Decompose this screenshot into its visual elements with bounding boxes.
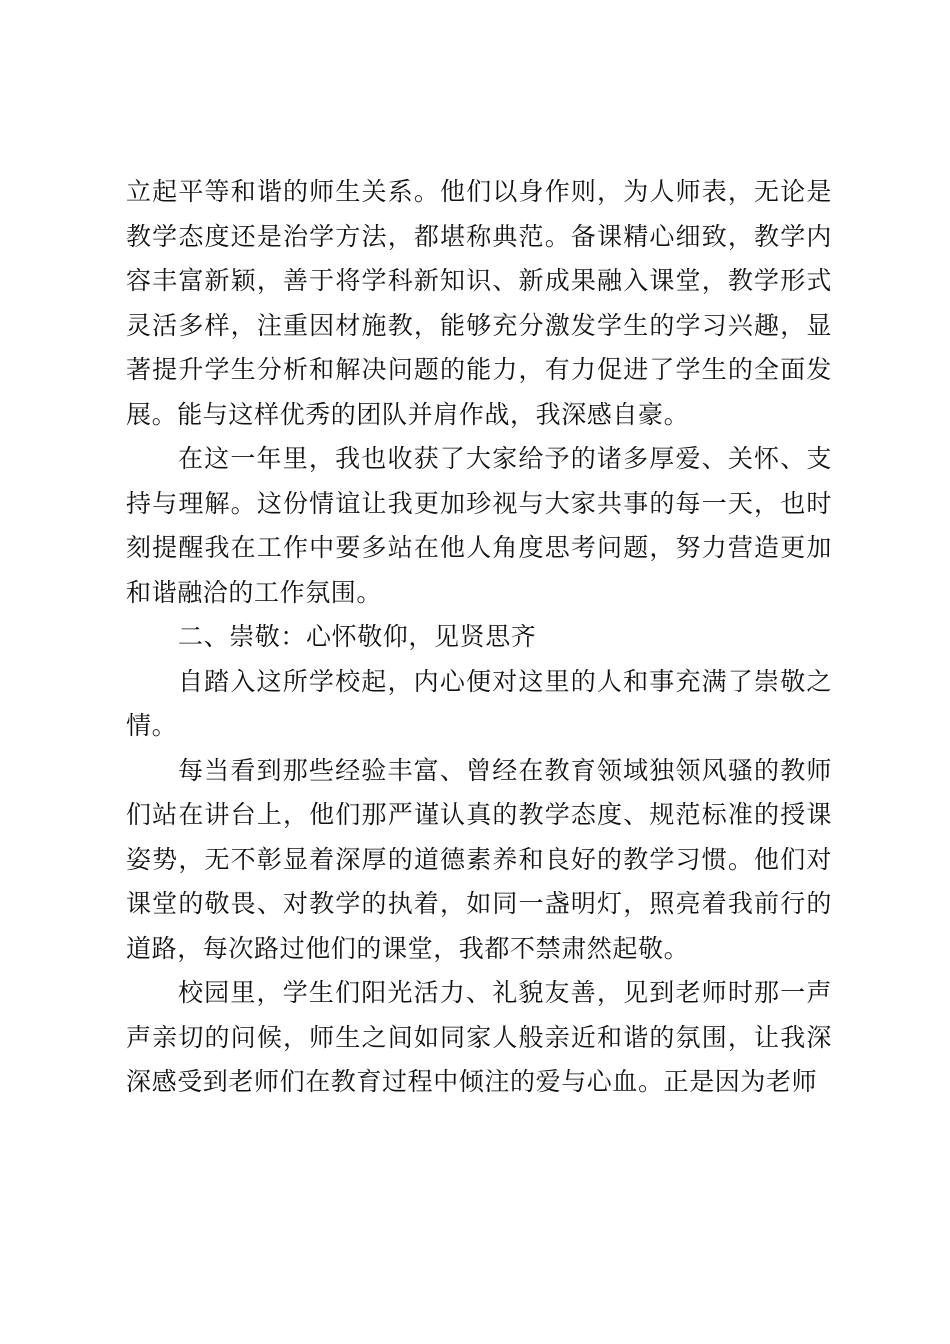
paragraph-gratitude: 在这一年里，我也收获了大家给予的诸多厚爱、关怀、支持与理解。这份情谊让我更加珍视与大家共事的每一天，也时刻提醒我在工作中要多站在他人角度思考问题，努力营造更加和谐融洽的工作氛围。 (126, 444, 832, 607)
paragraph-reverence-intro: 自踏入这所学校起，内心便对这里的人和事充满了崇敬之情。 (126, 666, 832, 740)
section-heading-reverence: 二、崇敬：心怀敬仰，见贤思齐 (178, 622, 537, 651)
paragraph-continuation: 立起平等和谐的师生关系。他们以身作则，为人师表，无论是教学态度还是治学方法，都堪称典范。备课精心细致，教学内容丰富新颖，善于将学科新知识、新成果融入课堂，教学形式灵活多样，注重因材施教，能够充分激发学生的学习兴趣，显著提升学生分析和解决问题的能力，有力促进了学生的全面发展。能与这样优秀的团队并肩作战，我深感自豪。 (126, 177, 832, 429)
paragraph-senior-teachers: 每当看到那些经验丰富、曾经在教育领域独领风骚的教师们站在讲台上，他们那严谨认真的教学态度、规范标准的授课姿势，无不彰显着深厚的道德素养和良好的教学习惯。他们对课堂的敬畏、对教学的执着，如同一盏明灯，照亮着我前行的道路，每次路过他们的课堂，我都不禁肃然起敬。 (126, 755, 832, 963)
document-page (126, 170, 832, 1105)
paragraph-campus-students: 校园里，学生们阳光活力、礼貌友善，见到老师时那一声声亲切的问候，师生之间如同家人般亲近和谐的氛围，让我深深感受到老师们在教育过程中倾注的爱与心血。正是因为老师 (126, 978, 832, 1096)
